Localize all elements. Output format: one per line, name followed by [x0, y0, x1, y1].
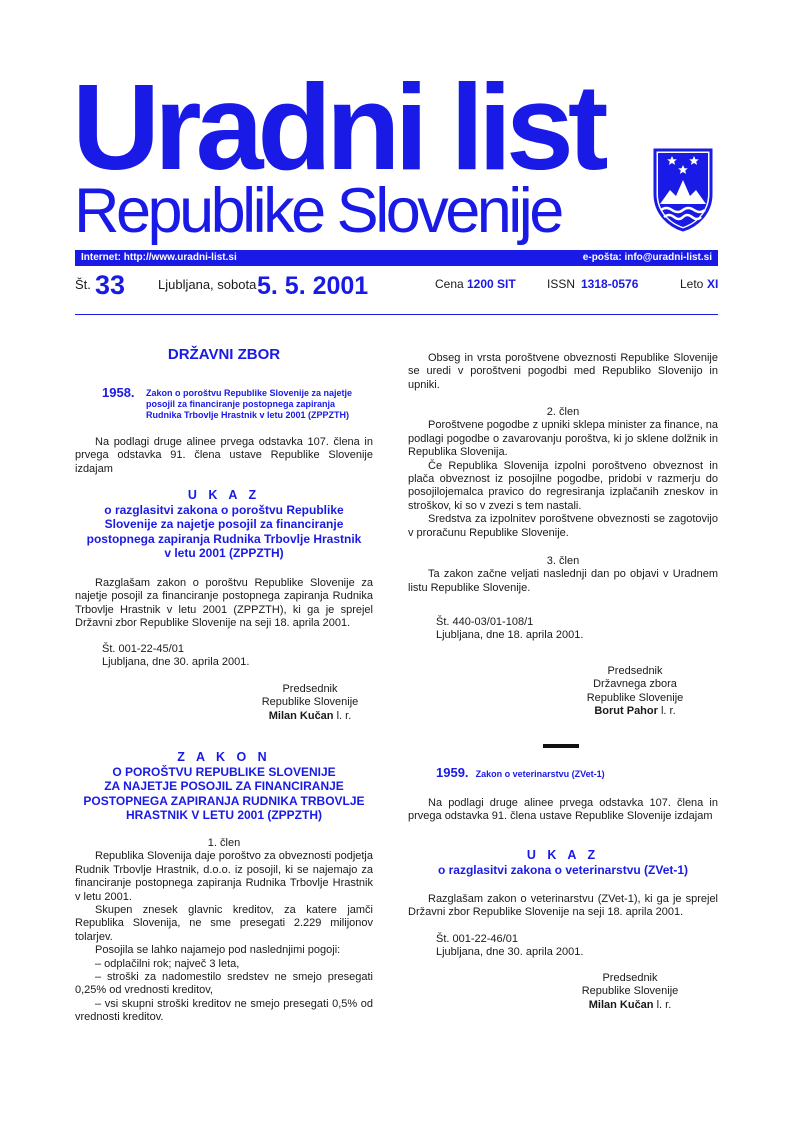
paragraph: Obseg in vrsta poroštvene obveznosti Republike Slovenije se uredi v poroštveni pogodbi med Republiko Slovenijo in upniki.	[408, 352, 718, 391]
intro-paragraph: Na podlagi druge alinee prvega odstavka 107. člena in prvega odstavka 91. člena ustave Republike Slovenije izdajam	[75, 436, 373, 475]
signatory-name: Milan Kučan	[588, 998, 654, 1011]
clen-3: 3. člen Ta zakon začne veljati naslednji dan po objavi v Uradnem listu Republike Slovenije.	[408, 555, 718, 594]
internet-link[interactable]: Internet: http://www.uradni-list.si	[81, 252, 237, 263]
signature-block: Predsednik Državnega zbora Republike Slovenije Borut Pahor l. r.	[586, 665, 684, 718]
act-number: 1959.	[436, 765, 469, 780]
issue-label: Št.	[75, 277, 91, 292]
reference-number: Št. 001-22-45/01	[102, 643, 184, 655]
intro-paragraph: Na podlagi druge alinee prvega odstavka 107. člena in prvega odstavka 91. člena ustave Republike Slovenije izdajam	[408, 797, 718, 823]
act-title-line: posojil za financiranje postopnega zapiranja	[146, 399, 336, 409]
year-value: XI	[707, 277, 719, 291]
signature-block: Predsednik Republike Slovenije Milan Kučan l. r.	[261, 683, 359, 722]
year-label: Leto	[680, 277, 704, 291]
email-link[interactable]: e-pošta: info@uradni-list.si	[582, 252, 712, 263]
masthead-contact-bar	[75, 250, 718, 266]
masthead-title: Uradni list	[72, 59, 603, 195]
reference-number: Št. 001-22-46/01	[436, 933, 518, 945]
act-title-line: Zakon o veterinarstvu (ZVet-1)	[475, 769, 605, 779]
signatory-name: Borut Pahor	[594, 705, 658, 718]
reference-date: Ljubljana, dne 30. aprila 2001.	[436, 946, 584, 959]
clen-2: 2. člen Poroštvene pogodbe z upniki sklepa minister za finance, na podlagi pogodbe o zavarovanju poroštva, ki jo sklene dolžnik in Republika Slovenija. Če Republika Slovenija izpolni poroštveno obveznost in plača obveznost iz posojilne pogodbe, pridobi v razmerju do posojilojemalca pravico do regresiranja izplačanih zneskov in stroškov, ki so v zvezi s tem nastali. Sredstva za izpolnitev poroštvene obveznosti se zagotovijo v proračunu Republike Slovenije.	[408, 406, 718, 539]
article-heading: 1. člen	[207, 837, 241, 849]
section-divider	[543, 744, 579, 748]
reference-number: Št. 440-03/01-108/1	[436, 616, 534, 628]
zakon-heading: Z A K O N O POROŠTVU REPUBLIKE SLOVENIJE ZA NAJETJE POSOJIL ZA FINANCIRANJE POSTOPNEGA ZAPIRANJA RUDNIKA TRBOVLJE HRASTNIK V LETU 2001 (ZPPZTH)	[83, 750, 365, 822]
reference-date: Ljubljana, dne 30. aprila 2001.	[102, 656, 250, 669]
article-heading: 3. člen	[546, 555, 580, 567]
act-title-line: Zakon o poroštvu Republike Slovenije za najetje	[146, 388, 353, 398]
masthead-subtitle: Republike Slovenije	[74, 176, 561, 246]
issue-number: 33	[95, 270, 126, 300]
issue-date: 5. 5. 2001	[257, 272, 369, 300]
act-1959-heading	[436, 766, 718, 781]
header-divider	[75, 314, 718, 315]
act-title-line: Rudnika Trbovlje Hrastnik v letu 2001 (ZPPZTH)	[146, 410, 350, 420]
ukaz-paragraph: Razglašam zakon o poroštvu Republike Slovenije za najetje posojil za financiranje postopnega zapiranja Rudnika Trbovlje Hrastnik v letu 2001 (ZPPZTH), ki ga je sprejel Državni zbor Republike Slovenije na seji 18. aprila 2001.	[75, 577, 373, 630]
signature-block: Predsednik Republike Slovenije Milan Kučan l. r.	[581, 972, 679, 1011]
price-label: Cena	[435, 277, 464, 291]
reference-date: Ljubljana, dne 18. aprila 2001.	[436, 629, 584, 642]
issn-label: ISSN	[547, 277, 576, 291]
ukaz-paragraph: Razglašam zakon o veterinarstvu (ZVet-1), ki ga je sprejel Državni zbor Republike Slovenije na seji 18. aprila 2001.	[408, 893, 718, 919]
coat-of-arms-icon	[652, 146, 714, 232]
clen-1: 1. člen Republika Slovenija daje poroštvo za obveznosti podjetja Rudnik Trbovlje Hrastnik, d.o.o. iz posojil, ki se najemajo za financiranje postopnega zapiranja Rudnika Trbovlje Hrastnik v letu 2001. Skupen znesek glavnic kreditov, za katere jamči Republika Slovenija, ne sme presegati 2.229 milijonov tolarjev. Posojila se lahko najamejo pod naslednjimi pogoji: – odplačilni rok; največ 3 leta, – stroški za nadomestilo sredstev ne smejo presegati 0,25% od vrednosti kreditov, – vsi skupni stroški kreditov ne smejo presegati 0,5% od vrednosti kreditov.	[75, 837, 373, 1024]
section-title: DRŽAVNI ZBOR	[167, 346, 281, 363]
article-heading: 2. člen	[546, 406, 580, 418]
act-number: 1958.	[102, 385, 135, 400]
ukaz-heading: U K A Z o razglasitvi zakona o veterinarstvu (ZVet-1)	[437, 848, 689, 877]
signatory-name: Milan Kučan	[268, 709, 334, 722]
issn-value: 1318-0576	[581, 277, 639, 291]
place-day: Ljubljana, sobota	[158, 277, 257, 292]
ukaz-heading: U K A Z o razglasitvi zakona o poroštvu Republike Slovenije za najetje posojil za financiranje postopnega zapiranja Rudnika Trbovlje Hrastnik v letu 2001 (ZPPZTH)	[86, 488, 362, 560]
price-value: 1200 SIT	[467, 277, 516, 291]
